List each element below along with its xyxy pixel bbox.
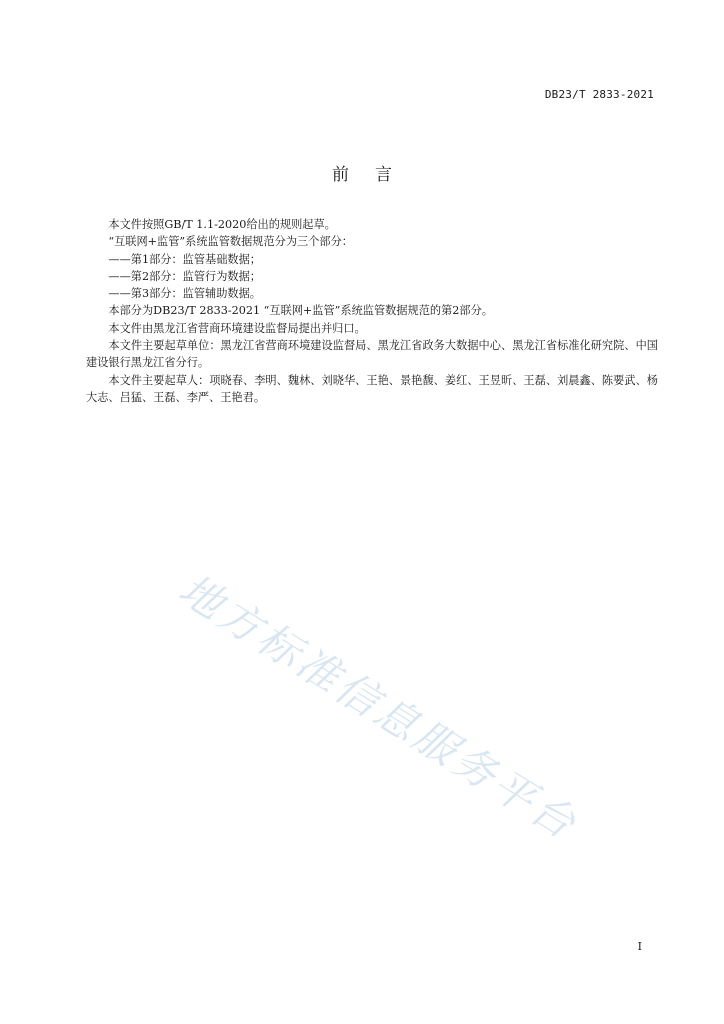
- document-body: [86, 216, 658, 406]
- list-item-part-1: ——第1部分：监管基础数据；: [108, 252, 261, 266]
- list-item-part-3: ——第3部分：监管辅助数据。: [108, 287, 261, 301]
- paragraph-parts-intro: “互联网+监管”系统监管数据规范分为三个部分：: [108, 235, 353, 249]
- paragraph-drafters: 本文件主要起草人：项晓春、李明、魏林、刘晓华、王艳、景艳馥、姜红、王昱昕、王磊、刘晨鑫、陈要武、杨大志、吕猛、王磊、李严、王艳君。: [86, 373, 658, 404]
- page-title: 前言: [332, 165, 418, 185]
- list-item-part-2: ——第2部分：监管行为数据；: [108, 269, 261, 283]
- paragraph-drafting-units: 本文件主要起草单位：黑龙江省营商环境建设监督局、黑龙江省政务大数据中心、黑龙江省标准化研究院、中国建设银行黑龙江省分行。: [86, 339, 658, 370]
- paragraph-drafting-rules: 本文件按照GB/T 1.1-2020给出的规则起草。: [108, 218, 336, 231]
- paragraph-proposer: 本文件由黑龙江省营商环境建设监督局提出并归口。: [108, 321, 366, 335]
- watermark: 地方标准信息服务平台: [170, 564, 587, 850]
- standard-code: DB23/T 2833-2021: [544, 88, 654, 101]
- paragraph-this-part: 本部分为DB23/T 2833-2021 “互联网+监管”系统监管数据规范的第2部分。: [108, 304, 493, 318]
- page-number: I: [637, 940, 642, 953]
